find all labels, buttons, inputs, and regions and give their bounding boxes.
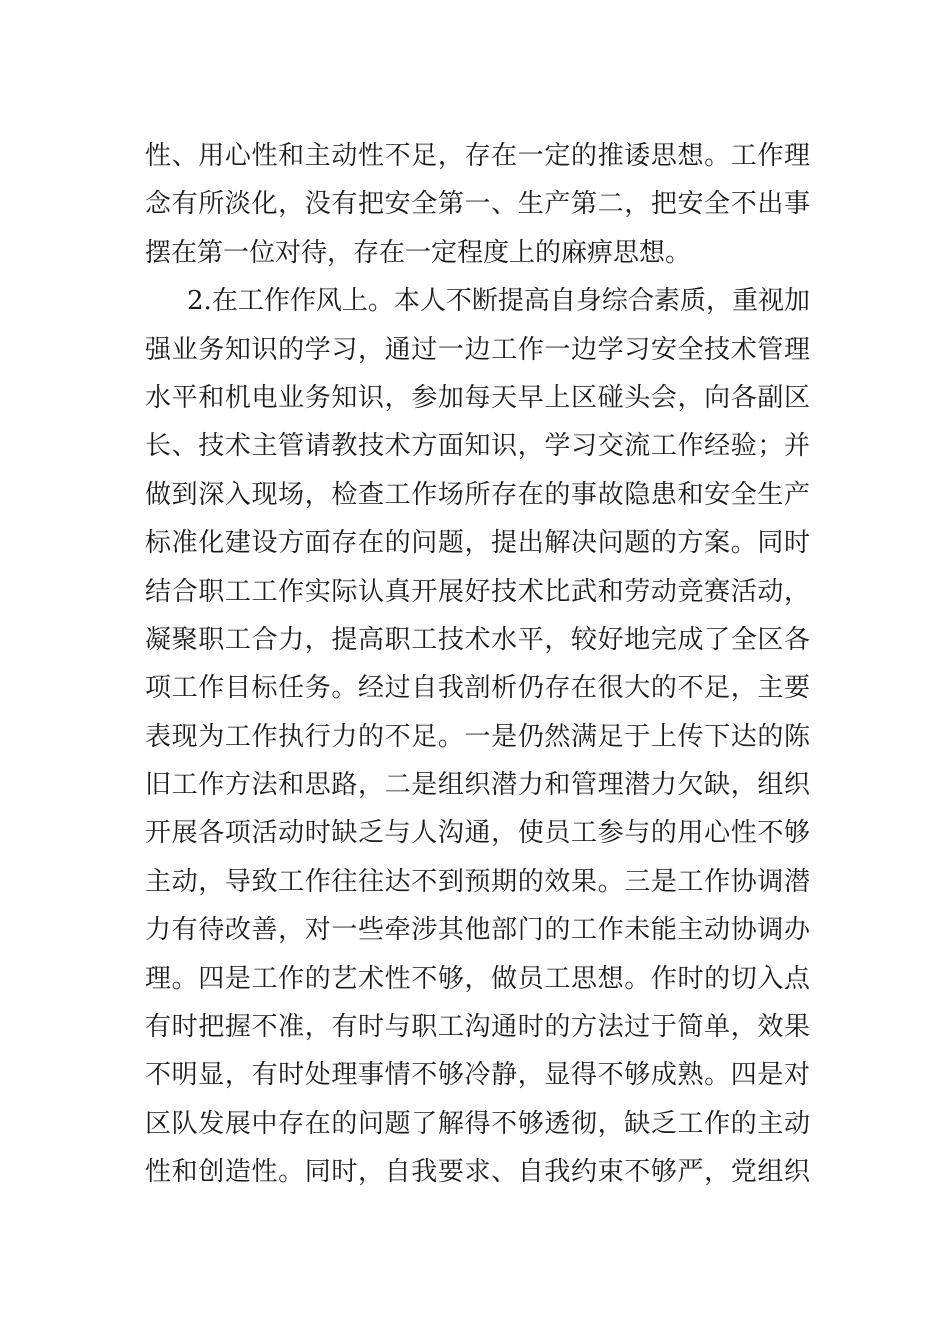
text-line: 水平和机电业务知识，参加每天早上区碰头会，向各副区 — [145, 382, 810, 413]
text-line: 理。四是工作的艺术性不够，做员工思想。作时的切入点 — [145, 963, 810, 994]
paragraph-start-line: 2.在工作作风上。本人不断提高自身综合素质，重视加 — [187, 286, 810, 317]
text-line: 结合职工工作实际认真开展好技术比武和劳动竞赛活动， — [145, 576, 810, 607]
text-line: 性、用心性和主动性不足，存在一定的推诿思想。工作理 — [145, 141, 810, 171]
text-line: 凝聚职工合力，提高职工技术水平，较好地完成了全区各 — [145, 624, 810, 655]
text-line: 强业务知识的学习，通过一边工作一边学习安全技术管理 — [145, 334, 810, 365]
text-line: 长、技术主管请教技术方面知识，学习交流工作经验；并 — [145, 431, 810, 462]
text-line: 不明显，有时处理事情不够冷静，显得不够成熟。四是对 — [145, 1060, 810, 1091]
text-line: 摆在第一位对待，存在一定程度上的麻痹思想。 — [145, 237, 692, 268]
text-line: 表现为工作执行力的不足。一是仍然满足于上传下达的陈 — [145, 721, 810, 752]
text-line: 项工作目标任务。经过自我剖析仍存在很大的不足，主要 — [145, 673, 810, 704]
text-line: 主动，导致工作往往达不到预期的效果。三是工作协调潜 — [145, 866, 810, 897]
text-line: 做到深入现场，检查工作场所存在的事故隐患和安全生产 — [145, 479, 810, 510]
text-line: 力有待改善，对一些牵涉其他部门的工作未能主动协调办 — [145, 915, 810, 946]
text-line: 有时把握不准，有时与职工沟通时的方法过于简单，效果 — [145, 1012, 810, 1043]
text-line: 性和创造性。同时，自我要求、自我约束不够严，党组织 — [145, 1157, 810, 1188]
text-line: 念有所淡化，没有把安全第一、生产第二，把安全不出事 — [145, 189, 810, 220]
text-line: 旧工作方法和思路，二是组织潜力和管理潜力欠缺，组织 — [145, 770, 810, 801]
text-line: 区队发展中存在的问题了解得不够透彻，缺乏工作的主动 — [145, 1108, 810, 1139]
body-text — [145, 132, 810, 1197]
text-line: 标准化建设方面存在的问题，提出解决问题的方案。同时 — [145, 528, 810, 559]
text-line: 开展各项活动时缺乏与人沟通，使员工参与的用心性不够 — [145, 818, 810, 849]
